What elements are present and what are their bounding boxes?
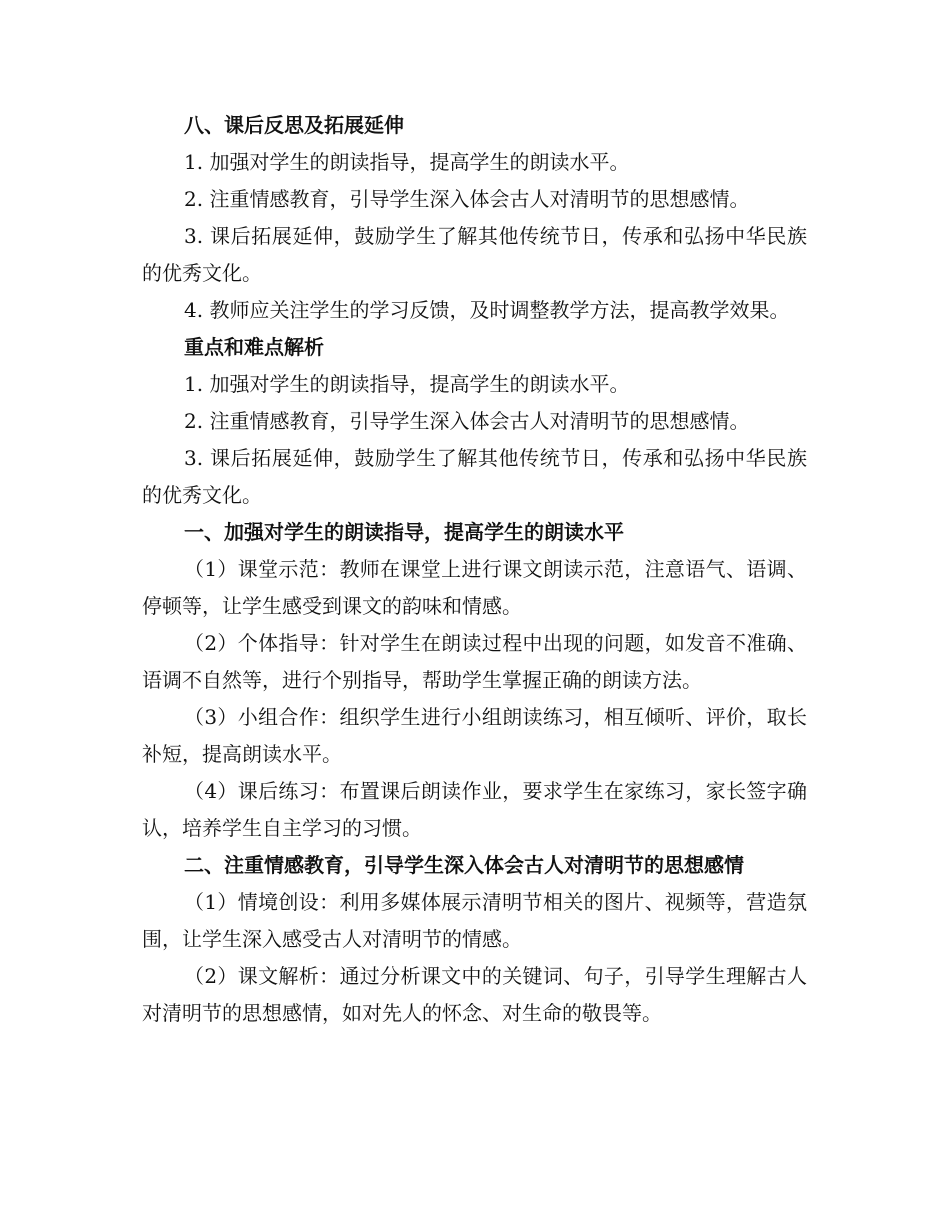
document-body [142,107,807,1032]
paragraph: （1）情境创设：利用多媒体展示清明节相关的图片、视频等，营造氛围，让学生深入感受古人对清明节的情感。 [142,890,807,951]
paragraph: 1. 加强对学生的朗读指导，提高学生的朗读水平。 [184,372,630,396]
paragraph: 2. 注重情感教育，引导学生深入体会古人对清明节的思想感情。 [184,409,750,433]
paragraph: （2）个体指导：针对学生在朗读过程中出现的问题，如发音不准确、语调不自然等，进行个别指导，帮助学生掌握正确的朗读方法。 [142,631,807,692]
paragraph: （2）课文解析：通过分析课文中的关键词、句子，引导学生理解古人对清明节的思想感情，如对先人的怀念、对生命的敬畏等。 [142,964,807,1025]
paragraph: 3. 课后拓展延伸，鼓励学生了解其他传统节日，传承和弘扬中华民族的优秀文化。 [142,446,807,507]
paragraph: 3. 课后拓展延伸，鼓励学生了解其他传统节日，传承和弘扬中华民族的优秀文化。 [142,224,807,285]
paragraph: 1. 加强对学生的朗读指导，提高学生的朗读水平。 [184,150,630,174]
paragraph: （1）课堂示范：教师在课堂上进行课文朗读示范，注意语气、语调、停顿等，让学生感受到课文的韵味和情感。 [142,557,807,618]
section-heading: 八、课后反思及拓展延伸 [184,113,404,137]
paragraph: （4）课后练习：布置课后朗读作业，要求学生在家练习，家长签字确认，培养学生自主学习的习惯。 [142,779,807,840]
section-heading: 一、加强对学生的朗读指导，提高学生的朗读水平 [184,520,624,544]
section-heading: 二、注重情感教育，引导学生深入体会古人对清明节的思想感情 [184,853,744,877]
paragraph: （3）小组合作：组织学生进行小组朗读练习，相互倾听、评价，取长补短，提高朗读水平。 [142,705,807,766]
paragraph: 4. 教师应关注学生的学习反馈，及时调整教学方法，提高教学效果。 [184,298,790,322]
section-heading: 重点和难点解析 [184,335,324,359]
paragraph: 2. 注重情感教育，引导学生深入体会古人对清明节的思想感情。 [184,187,750,211]
